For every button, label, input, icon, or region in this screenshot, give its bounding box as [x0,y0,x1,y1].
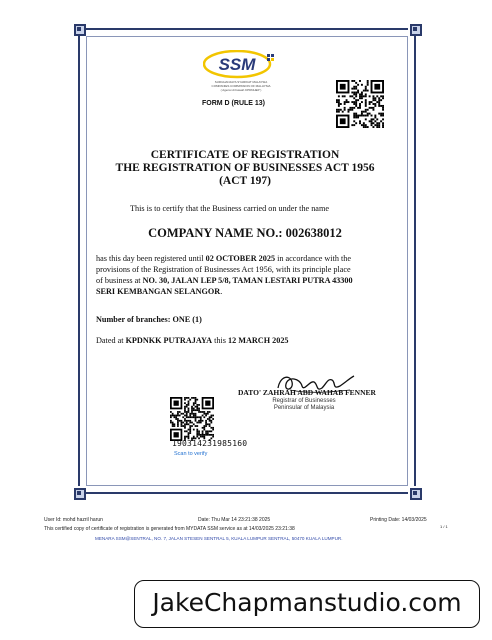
dated-text: Dated at [96,336,126,345]
issue-date: 12 MARCH 2025 [228,336,289,345]
registration-expiry-date: 02 OCTOBER 2025 [205,254,276,263]
registration-text: in accordance with the [275,254,351,263]
svg-text:SSM: SSM [218,55,256,74]
signatory-role: Registrar of Businesses [272,398,336,404]
registration-text: provisions of the Registration of Businesses Act 1956, with its principle place [96,265,351,274]
dated-line [96,335,289,346]
corner-ornament-icon [408,22,422,36]
corner-ornament-icon [72,22,86,36]
registration-line [96,264,351,275]
signatory-region: Peninsular of Malaysia [273,405,335,411]
logo-subtitle-line: ( Agensi di bawah KPDNHEP ) [220,88,262,92]
logo-subtitle [200,80,282,92]
dated-text: this [212,336,229,345]
corner-ornament-icon [408,486,422,500]
issue-place: KPDNKK PUTRAJAYA [125,336,213,345]
footer-address: MENARA SSM@SENTRAL, NO. 7, JALAN STESEN SENTRAL 5, KUALA LUMPUR SENTRAL, 50470 KUALA LUMPUR. [95,536,343,541]
registration-text: of business at [96,276,143,285]
branches-count: Number of branches: ONE (1) [96,315,202,324]
signatory-name: DATO' ZAHRAH ABD WAHAB FENNER [238,388,376,397]
ssm-logo [203,50,277,80]
registration-text: . [220,287,223,296]
certify-text: This is to certify that the Business carried on under the name [130,204,329,213]
form-reference: FORM D (RULE 13) [202,100,265,107]
registration-line [96,286,222,297]
footer-certified-note: This certified copy of certificate of registration is generated from MYDATA SSM service as at 14/03/2025 23:21:38 [44,526,295,532]
footer-date: Date: Thu Mar 14 23:21:38 2025 [198,517,271,523]
logo-subtitle-line: COMPANIES COMMISSION OF MALAYSIA [211,84,271,88]
logo-subtitle-line: SURUHANJAYA SYARIKAT MALAYSIA [214,80,268,84]
business-address: NO. 30, JALAN LEP 5/8, TAMAN LESTARI PUTRA 43300 [142,276,353,285]
footer-user-id: User Id: mohd hazril harun [44,517,103,523]
registration-line [96,275,353,286]
registration-text: has this day been registered until [96,254,206,263]
certificate-title: CERTIFICATE OF REGISTRATION [150,149,340,161]
watermark-text: JakeChapmanstudio.com [152,588,462,617]
footer-page-number: 1 / 1 [440,524,448,529]
registration-line [96,253,351,264]
business-address: SERI KEMBANGAN SELANGOR [96,287,221,296]
footer-printing-date: Printing Date: 14/03/2025 [370,517,427,523]
corner-ornament-icon [72,486,86,500]
company-name: COMPANY NAME NO.: 002638012 [148,226,342,240]
qr-code-icon [336,80,384,128]
reference-number: 190314231985160 [172,439,248,448]
certificate-act-number: (ACT 197) [219,175,271,187]
certificate-act-title: THE REGISTRATION OF BUSINESSES ACT 1956 [115,162,375,174]
scan-to-verify-link[interactable]: Scan to verify [174,451,208,457]
verification-qr-code-icon[interactable] [170,397,214,441]
